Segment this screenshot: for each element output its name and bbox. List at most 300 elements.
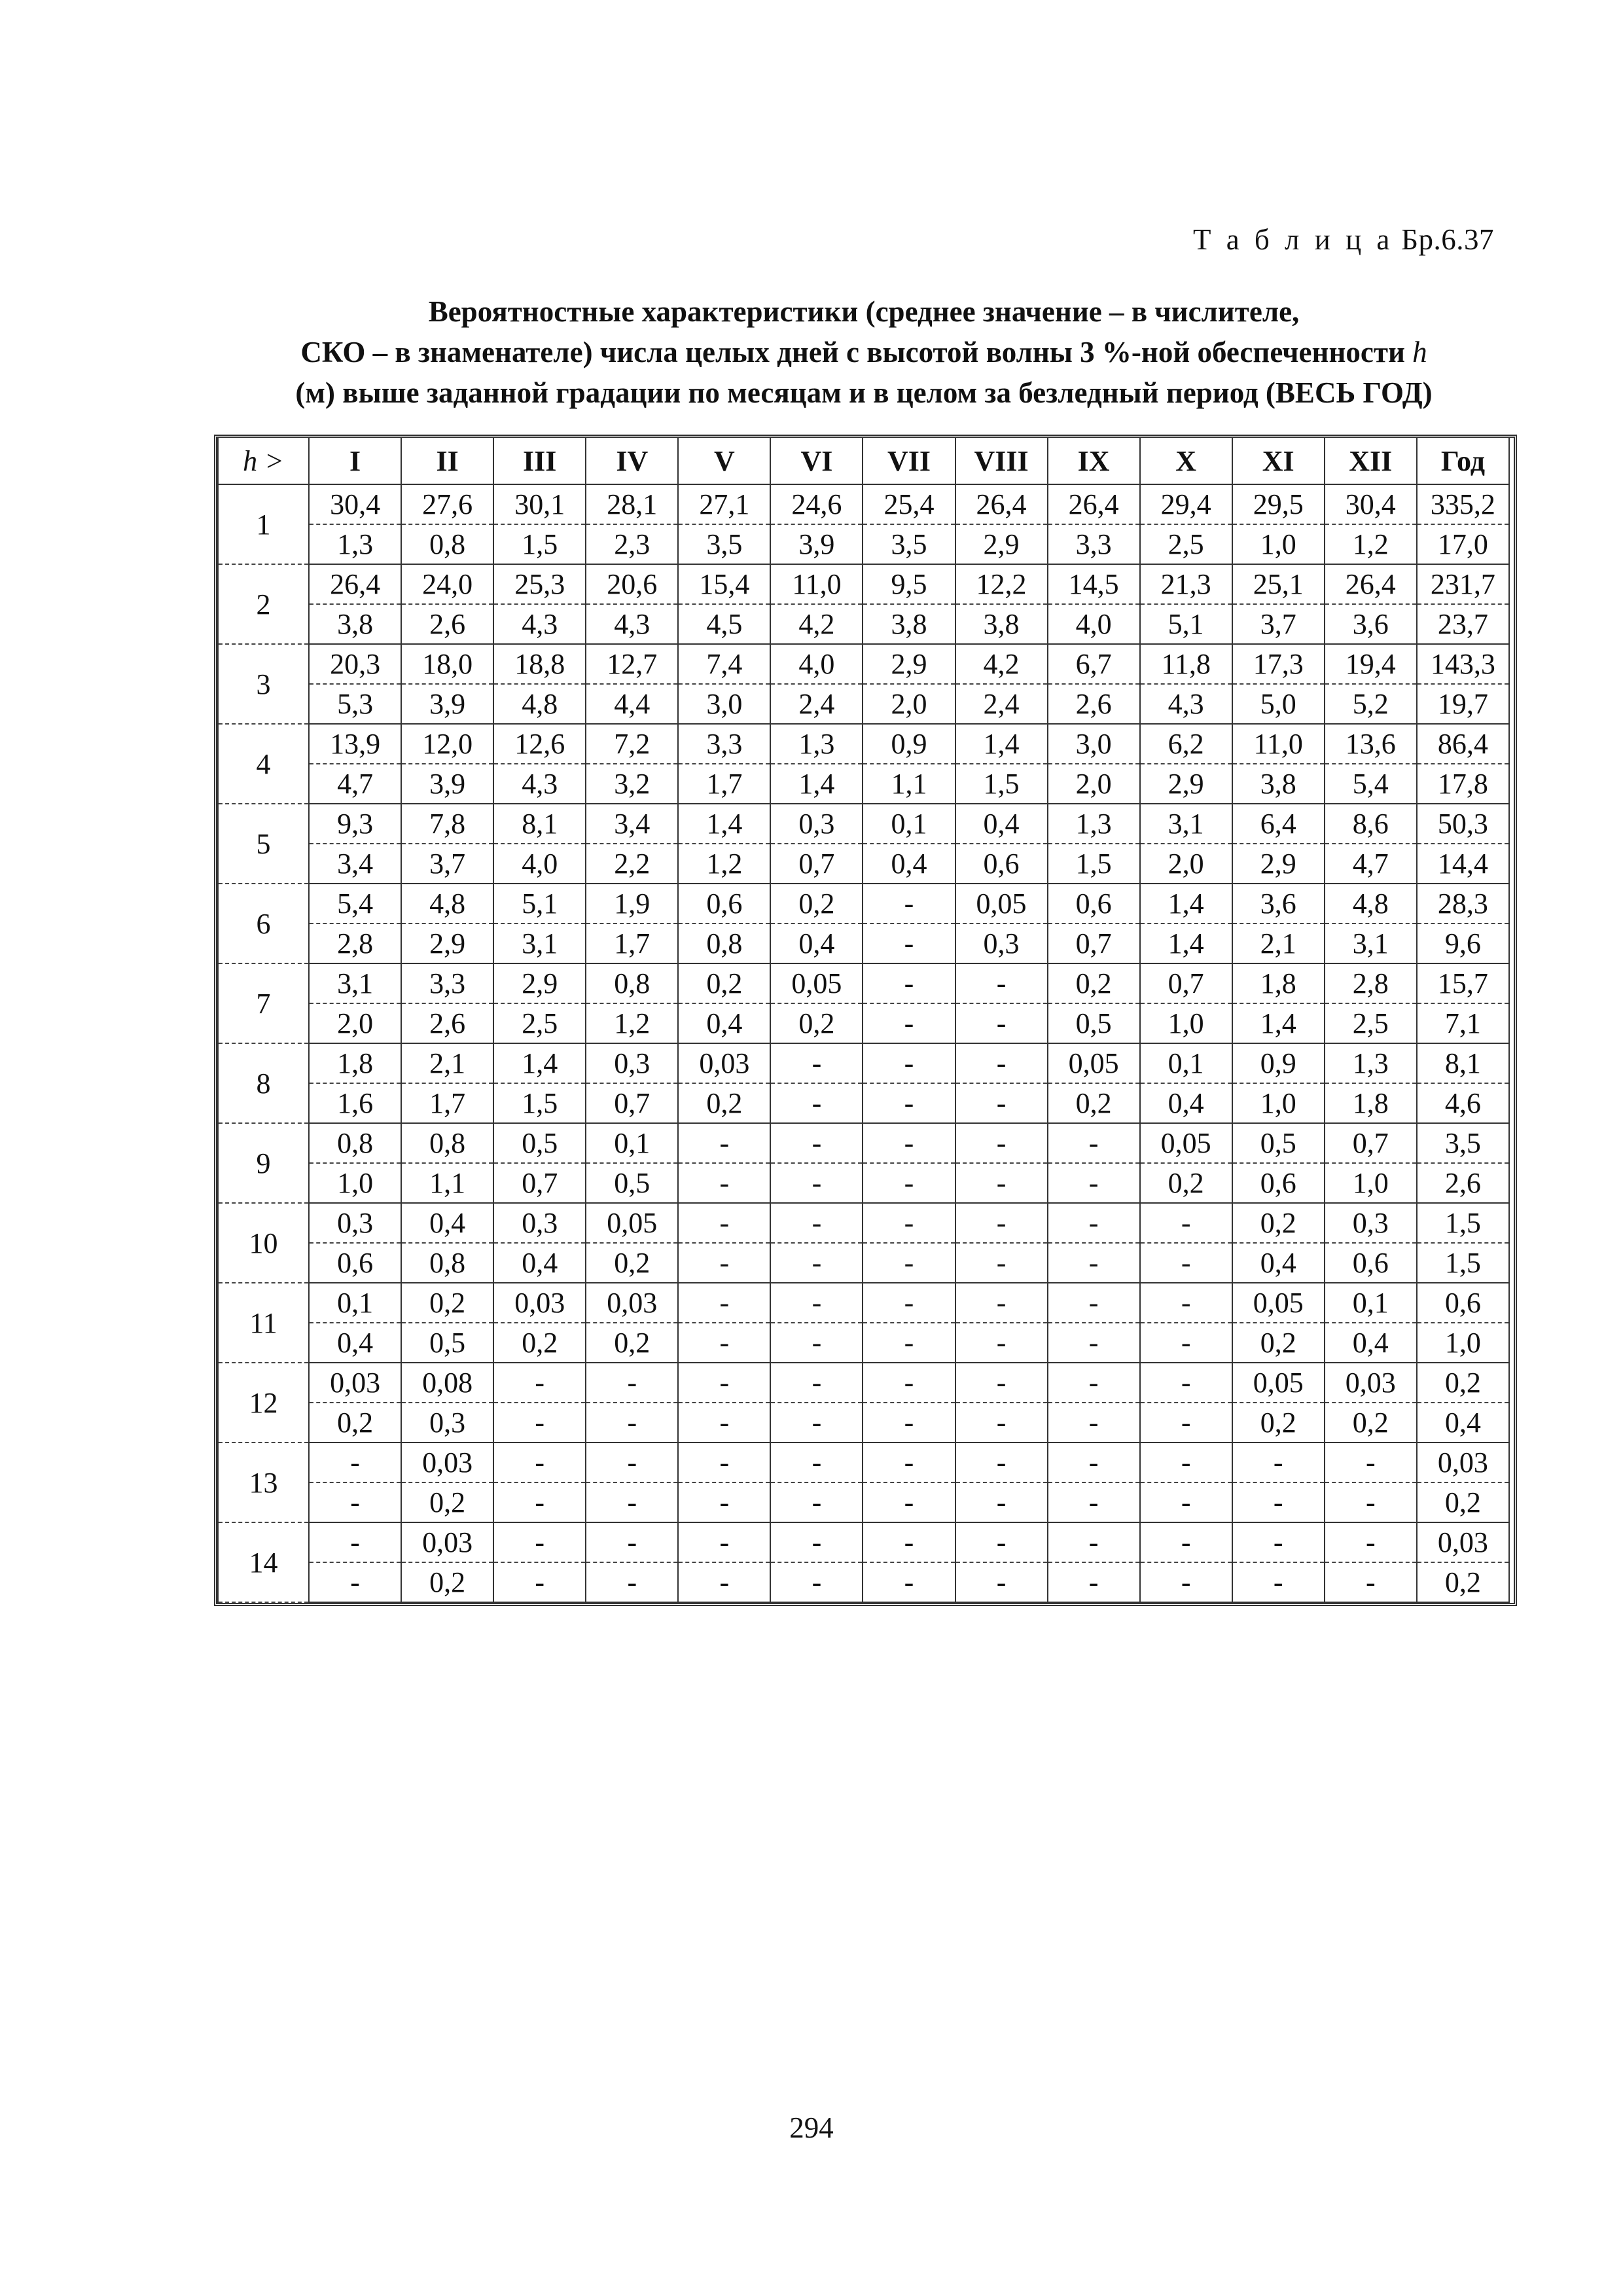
cell-sd: - [1140,1243,1232,1283]
cell-sd: - [1140,1323,1232,1363]
cell-sd: 0,7 [493,1163,586,1203]
cell-mean: 4,0 [770,644,863,684]
cell-sd: 2,0 [1048,764,1140,804]
cell-mean: - [770,1363,863,1403]
cell-mean: - [678,1522,770,1562]
cell-mean: 0,1 [586,1123,678,1163]
column-header: V [678,438,770,484]
caption-line-3: (м) выше заданной градации по месяцам и в целом за безледный период (ВЕСЬ ГОД) [295,376,1433,409]
row-h-value: 1 [218,484,309,564]
cell-sd: 1,0 [1232,524,1325,564]
cell-mean: - [1048,1203,1140,1243]
row-h-value: 2 [218,564,309,644]
cell-sd: 0,5 [401,1323,493,1363]
cell-mean: - [586,1363,678,1403]
cell-sd: 5,4 [1325,764,1417,804]
cell-mean: 0,9 [863,724,955,764]
cell-sd: 2,8 [309,924,401,963]
cell-sd: 3,0 [678,684,770,724]
cell-mean: 4,8 [401,884,493,924]
cell-mean: - [493,1522,586,1562]
row-h-value: 4 [218,724,309,804]
cell-sd: 0,7 [1048,924,1140,963]
cell-mean: 0,4 [955,804,1048,844]
cell-sd: 3,9 [770,524,863,564]
cell-sd: 1,6 [309,1083,401,1123]
cell-sd: - [770,1323,863,1363]
cell-mean: 3,3 [401,963,493,1003]
cell-sd: 1,5 [493,524,586,564]
cell-mean: 0,03 [1417,1443,1509,1482]
cell-mean: 0,03 [678,1043,770,1083]
cell-sd: 3,6 [1325,604,1417,644]
cell-mean: 1,3 [1048,804,1140,844]
row-h-value: 14 [218,1522,309,1602]
cell-sd: - [309,1482,401,1522]
cell-sd: - [1048,1403,1140,1443]
cell-mean: 0,1 [309,1283,401,1323]
table-row-sd [218,1482,1509,1522]
cell-sd: - [493,1482,586,1522]
cell-mean: 26,4 [1048,484,1140,524]
cell-mean: 3,5 [1417,1123,1509,1163]
cell-mean: - [770,1443,863,1482]
table-row-sd [218,1083,1509,1123]
cell-mean: 0,2 [678,963,770,1003]
cell-sd: 1,7 [678,764,770,804]
cell-mean: 6,2 [1140,724,1232,764]
table-header [218,438,1509,484]
cell-sd: - [863,924,955,963]
table-row-sd [218,524,1509,564]
cell-sd: 2,5 [1325,1003,1417,1043]
cell-mean: - [955,1522,1048,1562]
cell-mean: 24,6 [770,484,863,524]
cell-mean: 1,4 [1140,884,1232,924]
cell-sd: 1,5 [955,764,1048,804]
cell-sd: - [1048,1323,1140,1363]
cell-mean: 11,8 [1140,644,1232,684]
cell-mean: 8,1 [1417,1043,1509,1083]
cell-mean: 26,4 [955,484,1048,524]
cell-sd: - [1140,1482,1232,1522]
column-header: XI [1232,438,1325,484]
table-row-mean [218,1123,1509,1163]
column-header: VIII [955,438,1048,484]
cell-sd: 3,9 [401,684,493,724]
cell-sd: 1,8 [1325,1083,1417,1123]
cell-sd: - [770,1562,863,1602]
cell-mean: 0,2 [1417,1363,1509,1403]
table-row-mean [218,1443,1509,1482]
cell-sd: 0,6 [1325,1243,1417,1283]
cell-sd: 1,5 [1048,844,1140,884]
cell-mean: 25,4 [863,484,955,524]
cell-mean: 0,9 [1232,1043,1325,1083]
cell-sd: 2,2 [586,844,678,884]
cell-mean: - [586,1522,678,1562]
cell-mean: - [586,1443,678,1482]
table-row-sd [218,1003,1509,1043]
cell-sd: - [955,1163,1048,1203]
cell-sd: 1,4 [1232,1003,1325,1043]
cell-sd: 3,7 [401,844,493,884]
cell-mean: - [863,1363,955,1403]
cell-sd: 0,2 [1417,1562,1509,1602]
cell-mean: - [770,1283,863,1323]
row-h-value: 12 [218,1363,309,1443]
cell-sd: 0,3 [955,924,1048,963]
cell-sd: 1,4 [770,764,863,804]
cell-mean: 5,1 [493,884,586,924]
cell-mean: - [1048,1123,1140,1163]
cell-sd: 1,0 [1417,1323,1509,1363]
cell-mean: 3,1 [1140,804,1232,844]
cell-sd: 0,4 [1325,1323,1417,1363]
cell-sd: 4,3 [586,604,678,644]
cell-sd: 0,8 [401,1243,493,1283]
cell-mean: 25,3 [493,564,586,604]
data-table [217,438,1510,1603]
cell-mean: 6,7 [1048,644,1140,684]
cell-mean: 0,03 [1325,1363,1417,1403]
cell-sd: - [955,1003,1048,1043]
cell-mean: 18,8 [493,644,586,684]
cell-sd: 3,1 [1325,924,1417,963]
cell-sd: 0,6 [955,844,1048,884]
cell-sd: 4,5 [678,604,770,644]
cell-mean: 3,6 [1232,884,1325,924]
cell-mean: - [955,1043,1048,1083]
cell-mean: - [1140,1363,1232,1403]
cell-mean: 28,3 [1417,884,1509,924]
cell-mean: 1,3 [770,724,863,764]
table-row-mean [218,724,1509,764]
cell-sd: 3,8 [863,604,955,644]
cell-mean: 0,3 [1325,1203,1417,1243]
cell-mean: 6,4 [1232,804,1325,844]
cell-mean: 17,3 [1232,644,1325,684]
cell-mean: 0,05 [1232,1283,1325,1323]
cell-mean: - [1325,1443,1417,1482]
cell-mean: - [863,1043,955,1083]
cell-sd: - [770,1163,863,1203]
cell-sd: - [493,1403,586,1443]
cell-sd: 3,9 [401,764,493,804]
column-header: Год [1417,438,1509,484]
cell-sd: 1,0 [1232,1083,1325,1123]
table-row-sd [218,1243,1509,1283]
cell-sd: 0,2 [770,1003,863,1043]
row-h-value: 5 [218,804,309,884]
cell-mean: 0,2 [770,884,863,924]
cell-sd: 2,6 [1417,1163,1509,1203]
cell-sd: 1,7 [401,1083,493,1123]
row-h-value: 10 [218,1203,309,1283]
cell-mean: - [770,1043,863,1083]
table-row-mean [218,804,1509,844]
cell-mean: - [1048,1283,1140,1323]
cell-sd: - [863,1482,955,1522]
cell-sd: 2,3 [586,524,678,564]
cell-sd: - [1140,1403,1232,1443]
cell-mean: 0,4 [401,1203,493,1243]
cell-mean: 4,8 [1325,884,1417,924]
cell-sd: - [863,1083,955,1123]
cell-mean: - [309,1443,401,1482]
cell-mean: 11,0 [1232,724,1325,764]
cell-mean: 1,4 [678,804,770,844]
table-row-sd [218,1323,1509,1363]
table-body [218,484,1509,1602]
cell-sd: - [770,1403,863,1443]
cell-sd: 2,0 [863,684,955,724]
table-row-mean [218,644,1509,684]
header-row [218,438,1509,484]
table-row-sd [218,604,1509,644]
cell-sd: 1,3 [309,524,401,564]
cell-sd: - [586,1562,678,1602]
column-header: X [1140,438,1232,484]
cell-sd: - [1048,1482,1140,1522]
cell-mean: 29,4 [1140,484,1232,524]
caption-variable-h: h [1412,336,1427,368]
cell-sd: 2,9 [955,524,1048,564]
cell-sd: - [770,1243,863,1283]
cell-sd: - [955,1482,1048,1522]
table-row-sd [218,1562,1509,1602]
cell-sd: - [493,1562,586,1602]
cell-sd: - [678,1482,770,1522]
cell-sd: 0,2 [1140,1163,1232,1203]
cell-sd: - [863,1003,955,1043]
cell-sd: 0,5 [1048,1003,1140,1043]
cell-sd: 2,6 [401,1003,493,1043]
cell-mean: 9,5 [863,564,955,604]
cell-mean: 7,2 [586,724,678,764]
cell-mean: 0,2 [1048,963,1140,1003]
table-row-mean [218,1522,1509,1562]
cell-mean: 15,4 [678,564,770,604]
cell-mean: 1,5 [1417,1203,1509,1243]
cell-sd: - [586,1403,678,1443]
cell-mean: 12,6 [493,724,586,764]
cell-sd: 2,0 [1140,844,1232,884]
cell-mean: 8,1 [493,804,586,844]
cell-sd: 0,2 [1232,1403,1325,1443]
cell-sd: 7,1 [1417,1003,1509,1043]
cell-sd: - [586,1482,678,1522]
cell-mean: 0,3 [309,1203,401,1243]
cell-mean: 2,9 [493,963,586,1003]
table-row-mean [218,1043,1509,1083]
row-h-value: 11 [218,1283,309,1363]
cell-mean: - [863,1203,955,1243]
table-row-mean [218,884,1509,924]
cell-sd: 3,7 [1232,604,1325,644]
cell-sd: - [863,1323,955,1363]
page-number: 294 [789,2111,834,2144]
cell-mean: 0,3 [493,1203,586,1243]
row-h-value: 13 [218,1443,309,1522]
cell-mean: 0,05 [586,1203,678,1243]
table-row-sd [218,1403,1509,1443]
cell-sd: 2,9 [1140,764,1232,804]
cell-mean: - [1048,1443,1140,1482]
cell-mean: 3,1 [309,963,401,1003]
cell-sd: 0,4 [1232,1243,1325,1283]
column-header: IV [586,438,678,484]
caption-line-1: Вероятностные характеристики (среднее значение – в числителе, [428,295,1300,328]
cell-mean: 28,1 [586,484,678,524]
cell-mean: 0,05 [955,884,1048,924]
cell-mean: 3,0 [1048,724,1140,764]
cell-sd: 0,2 [493,1323,586,1363]
cell-mean: - [863,963,955,1003]
table-row-sd [218,924,1509,963]
cell-sd: - [770,1083,863,1123]
cell-mean: 0,1 [863,804,955,844]
cell-sd: 4,0 [493,844,586,884]
cell-sd: 0,7 [770,844,863,884]
cell-mean: - [1232,1522,1325,1562]
cell-mean: 1,3 [1325,1043,1417,1083]
cell-mean: - [955,1283,1048,1323]
cell-sd: 1,7 [586,924,678,963]
cell-sd: 0,2 [586,1323,678,1363]
table-label-id: Бр.6.37 [1401,223,1494,256]
cell-mean: 0,03 [493,1283,586,1323]
cell-mean: - [1048,1522,1140,1562]
cell-sd: 2,4 [770,684,863,724]
cell-mean: 0,5 [1232,1123,1325,1163]
cell-mean: 26,4 [1325,564,1417,604]
cell-mean: - [1325,1522,1417,1562]
cell-sd: 2,9 [401,924,493,963]
caption-line-2 [216,332,1512,372]
table-label-prefix: Т а б л и ц а [1192,223,1394,256]
cell-sd: 1,2 [1325,524,1417,564]
cell-mean: 9,3 [309,804,401,844]
cell-sd: - [955,1403,1048,1443]
cell-sd: - [955,1243,1048,1283]
cell-sd: - [1048,1163,1140,1203]
cell-sd: 4,6 [1417,1083,1509,1123]
cell-sd: - [1232,1482,1325,1522]
cell-mean: 86,4 [1417,724,1509,764]
cell-sd: 0,4 [309,1323,401,1363]
cell-mean: 0,05 [1140,1123,1232,1163]
cell-mean: - [1140,1443,1232,1482]
cell-sd: 0,2 [1417,1482,1509,1522]
cell-sd: - [863,1243,955,1283]
cell-mean: 1,4 [493,1043,586,1083]
cell-mean: 2,1 [401,1043,493,1083]
cell-mean: - [770,1203,863,1243]
cell-sd: - [863,1163,955,1203]
cell-mean: 0,8 [586,963,678,1003]
row-h-value: 6 [218,884,309,963]
data-table-frame [214,435,1517,1606]
cell-sd: 3,8 [309,604,401,644]
cell-sd: 0,8 [678,924,770,963]
cell-mean: 0,2 [401,1283,493,1323]
column-header: I [309,438,401,484]
cell-sd: 3,5 [678,524,770,564]
cell-mean: 0,2 [1232,1203,1325,1243]
cell-mean: - [678,1203,770,1243]
cell-mean: - [863,1283,955,1323]
cell-sd: 4,2 [770,604,863,644]
cell-sd: 2,4 [955,684,1048,724]
cell-mean: 30,4 [309,484,401,524]
row-h-value: 3 [218,644,309,724]
cell-mean: 3,4 [586,804,678,844]
cell-sd: - [863,1562,955,1602]
cell-mean: 0,6 [678,884,770,924]
cell-mean: 11,0 [770,564,863,604]
cell-mean: 0,6 [1048,884,1140,924]
cell-mean: 26,4 [309,564,401,604]
cell-sd: 0,2 [401,1482,493,1522]
cell-mean: - [1140,1283,1232,1323]
cell-sd: 0,2 [401,1562,493,1602]
cell-mean: 7,8 [401,804,493,844]
cell-mean: - [678,1283,770,1323]
cell-sd: 23,7 [1417,604,1509,644]
cell-mean: 1,8 [1232,963,1325,1003]
cell-sd: 1,0 [1140,1003,1232,1043]
table-row-mean [218,484,1509,524]
cell-mean: 3,3 [678,724,770,764]
cell-sd: 4,0 [1048,604,1140,644]
cell-mean: 21,3 [1140,564,1232,604]
column-header: III [493,438,586,484]
cell-sd: 0,4 [1417,1403,1509,1443]
cell-mean: - [863,884,955,924]
cell-mean: 335,2 [1417,484,1509,524]
cell-mean: 0,03 [401,1522,493,1562]
cell-mean: 0,8 [309,1123,401,1163]
cell-sd: 3,2 [586,764,678,804]
cell-mean: 29,5 [1232,484,1325,524]
cell-mean: 0,1 [1140,1043,1232,1083]
cell-mean: - [678,1443,770,1482]
cell-sd: 19,7 [1417,684,1509,724]
cell-sd: 1,0 [309,1163,401,1203]
caption-line-2-text: СКО – в знаменателе) числа целых дней с высотой волны 3 %-ной обеспеченности [300,336,1413,368]
cell-mean: 0,6 [1417,1283,1509,1323]
cell-mean: 50,3 [1417,804,1509,844]
header-h-threshold: h > [218,438,309,484]
table-row-mean [218,1283,1509,1323]
cell-mean: 0,7 [1140,963,1232,1003]
cell-mean: - [678,1363,770,1403]
cell-sd: 1,2 [678,844,770,884]
cell-sd: 0,2 [586,1243,678,1283]
cell-mean: 13,6 [1325,724,1417,764]
cell-sd: 0,2 [678,1083,770,1123]
cell-mean: - [1140,1522,1232,1562]
cell-mean: 0,03 [309,1363,401,1403]
cell-sd: 5,2 [1325,684,1417,724]
cell-sd: - [678,1323,770,1363]
cell-sd: 2,1 [1232,924,1325,963]
cell-mean: - [493,1363,586,1403]
cell-mean: - [863,1522,955,1562]
table-caption [216,291,1512,413]
cell-sd: 3,8 [955,604,1048,644]
